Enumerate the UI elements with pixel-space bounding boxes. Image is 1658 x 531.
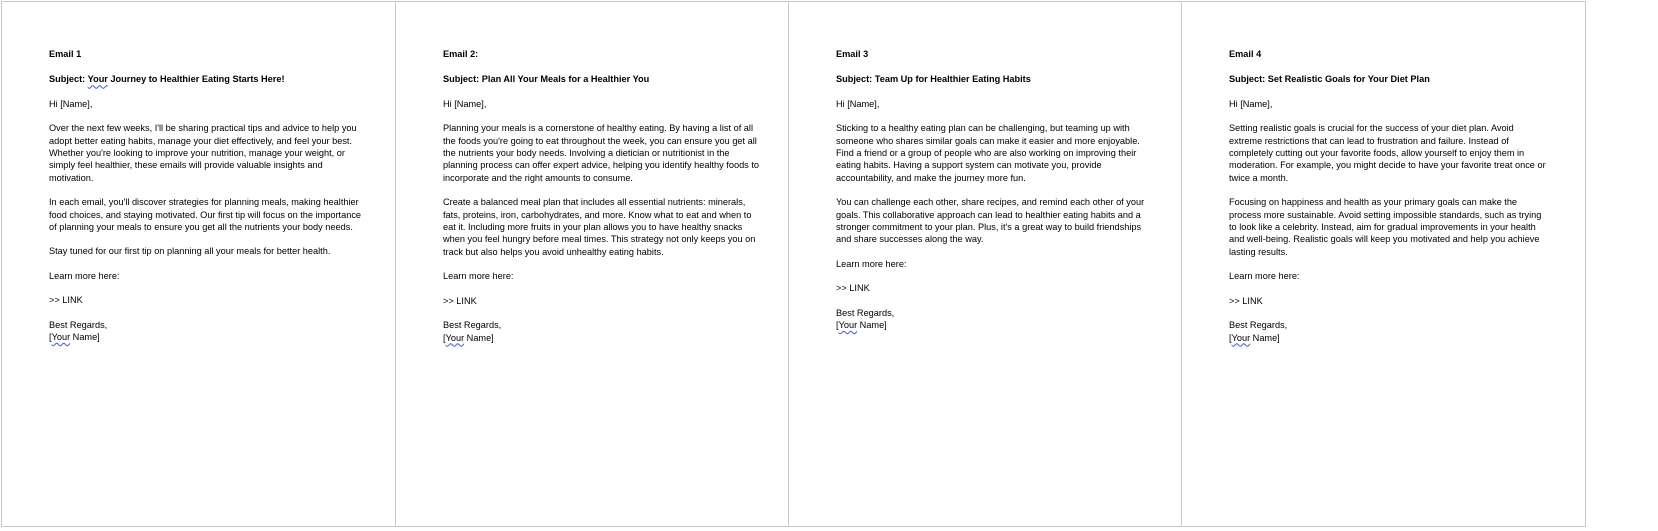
link-text: >> LINK (49, 295, 83, 306)
subject-prefix: Subject: (49, 74, 88, 85)
name-open: [ (49, 332, 52, 343)
regards-text: Best Regards, (443, 320, 502, 331)
email-paragraph: Create a balanced meal plan that includes all essential nutrients: minerals, fats, proteins, iron, carbohydrates, and more. Know what to eat and when to eat it. Including more fruits in your plan allows you to have healthy snacks when you feel hungry before meal times. This strategy not only keeps you on track but also helps you avoid unhealthy eating habits. (443, 197, 756, 257)
email-heading: Email 2: (443, 49, 479, 59)
page-email-2[interactable] (395, 1, 800, 527)
email-paragraph: In each email, you'll discover strategies for planning meals, making healthier food choices, and staying motivated. Our first tip will focus on the importance of planning your meals to ensure you get all the nutrients your body needs. (49, 197, 362, 233)
signature-name (836, 319, 1156, 331)
spellcheck-word[interactable]: Your (51, 332, 71, 343)
page-email-4[interactable] (1181, 1, 1586, 527)
signature-name (49, 331, 369, 343)
link-text: >> LINK (443, 295, 477, 306)
learn-more-text: Learn more here: (836, 258, 907, 269)
email-paragraph: Focusing on happiness and health as your primary goals can make the process more sustainable. Avoid setting impossible standards, such as trying to look like a celebrity. Instead, aim for gradual improvements in your health and well-being. Realistic goals will keep you motivated and help you achieve lasting results. (1229, 197, 1542, 257)
spellcheck-word[interactable]: Your (1231, 332, 1251, 343)
name-open: [ (443, 332, 446, 343)
page-email-1[interactable] (1, 1, 406, 527)
email-heading: Email 1 (49, 49, 82, 59)
email-heading: Email 4 (1229, 49, 1262, 59)
email-subject: Subject: Set Realistic Goals for Your Diet Plan (1229, 74, 1430, 85)
email-greeting: Hi [Name], (49, 98, 93, 109)
signature-name (443, 332, 763, 344)
name-close: Name] (70, 332, 100, 343)
learn-more-text: Learn more here: (1229, 271, 1300, 282)
email-paragraph: Sticking to a healthy eating plan can be challenging, but teaming up with someone who shares similar goals can make it easier and more enjoyable. Find a friend or a group of people who are also working on improving their eating habits. Having a support system can motivate you, provide accountability, and make the journey more fun. (836, 123, 1140, 183)
email-greeting: Hi [Name], (443, 98, 487, 109)
page-content (836, 48, 1156, 332)
email-subject: Subject: Plan All Your Meals for a Healthier You (443, 74, 650, 85)
signature-name (1229, 332, 1549, 344)
email-paragraph: Planning your meals is a cornerstone of healthy eating. By having a list of all the foods you're going to eat throughout the week, you can ensure you get all the nutrients your body needs. Involving a dietician or nutritionist in the planning process can offer expert advice, helping you identify healthy foods to incorporate and the right amounts to consume. (443, 123, 759, 183)
email-paragraph: Setting realistic goals is crucial for the success of your diet plan. Avoid extreme restrictions that can lead to frustration and failure. Instead of completely cutting out your favorite foods, allow yourself to enjoy them in moderation. For example, you might decide to have your favorite treat once or twice a month. (1229, 123, 1546, 183)
learn-more-text: Learn more here: (443, 271, 514, 282)
email-paragraph: Stay tuned for our first tip on planning all your meals for better health. (49, 246, 331, 257)
name-open: [ (1229, 332, 1232, 343)
name-open: [ (836, 320, 839, 331)
email-greeting: Hi [Name], (836, 98, 880, 109)
learn-more-text: Learn more here: (49, 270, 120, 281)
page-email-3[interactable] (788, 1, 1193, 527)
email-subject: Subject: Team Up for Healthier Eating Habits (836, 74, 1031, 85)
page-content (1229, 48, 1549, 344)
email-greeting: Hi [Name], (1229, 98, 1273, 109)
regards-text: Best Regards, (1229, 320, 1288, 331)
email-paragraph: Over the next few weeks, I'll be sharing practical tips and advice to help you adopt better eating habits, manage your diet effectively, and feel your best. Whether you're looking to improve your nutrition, manage your weight, or simply feel healthier, these emails will provide valuable insights and motivation. (49, 123, 357, 183)
name-close: Name] (857, 320, 887, 331)
page-content (443, 48, 763, 344)
spellcheck-word[interactable]: Your (87, 74, 108, 85)
regards-text: Best Regards, (49, 319, 108, 330)
spellcheck-word[interactable]: Your (445, 332, 465, 343)
name-close: Name] (464, 332, 494, 343)
name-close: Name] (1250, 332, 1280, 343)
subject-rest: Journey to Healthier Eating Starts Here! (107, 74, 285, 85)
spellcheck-word[interactable]: Your (838, 320, 858, 331)
email-subject (49, 73, 369, 85)
regards-text: Best Regards, (836, 307, 895, 318)
page-content (49, 48, 369, 344)
link-text: >> LINK (1229, 295, 1263, 306)
email-heading: Email 3 (836, 49, 869, 59)
email-paragraph: You can challenge each other, share recipes, and remind each other of your goals. This collaborative approach can lead to healthier eating habits and a stronger commitment to your plan. Plus, it's a great way to build friendships and share successes along the way. (836, 197, 1145, 245)
link-text: >> LINK (836, 283, 870, 294)
